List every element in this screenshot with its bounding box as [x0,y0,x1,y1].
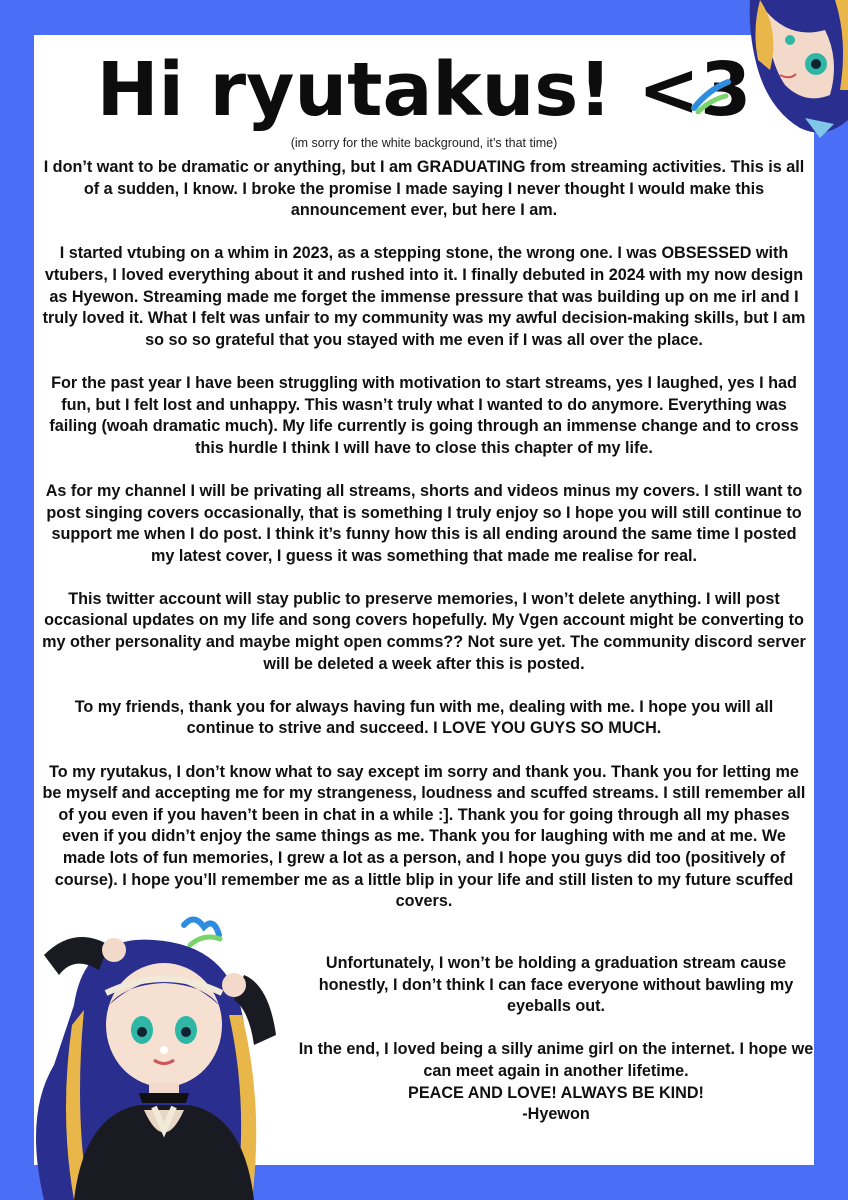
letter-closing [296,953,816,1126]
signature: -Hyewon [522,1105,590,1124]
paragraph-struggle: For the past year I have been struggling with motivation to start streams, yes I laughed, yes I had fun, but I felt lost and unhappy. This wasn’t truly what I wanted to do anymore. Everything was failing (woah dramatic much). My life currently is going through an immense change and to cross this hurdle I think I will have to close this chapter of my life. [49,373,799,457]
sparkle-squiggle-icon [690,78,732,114]
paragraph-friends: To my friends, thank you for always having fun with me, dealing with me. I hope you will all continue to strive and succeed. I LOVE YOU GUYS SO MUCH. [74,697,774,738]
paragraph-accounts: This twitter account will stay public to preserve memories, I won’t delete anything. I will post occasional updates on my life and song covers hopefully. My Vgen account might be converting to my other personality and maybe might open comms?? Not sure yet. The community discord server will be deleted a week after this is posted. [42,589,806,673]
paragraph-no-stream: Unfortunately, I won’t be holding a graduation stream cause honestly, I don’t think I can face everyone without bawling my eyeballs out. [318,954,794,1016]
motto-text: PEACE AND LOVE! ALWAYS BE KIND! [408,1083,704,1102]
paragraph-farewell: In the end, I loved being a silly anime girl on the internet. I hope we can meet again in another lifetime. [298,1040,814,1080]
anime-girl-peeking-icon [730,0,848,140]
letter-body [42,157,806,934]
paragraph-ryutakus: To my ryutakus, I don’t know what to say except im sorry and thank you. Thank you for letting me be myself and accepting me for my strangeness, loudness and scuffed streams. I still remember all of you even if you haven’t been in chat in a while :]. Thank you for going through all my phases even if you didn’t enjoy the same things as me. Thank you for laughing with me and at me. We made lots of fun memories, I grew a lot as a person, and I hope you guys did too (positively of course). I hope you’ll remember me as a little blip in your life and still listen to my future scuffed covers. [42,762,806,911]
page-title: Hi ryutakus! <3 [96,47,752,133]
closing-block [296,1039,816,1125]
page-subtitle: (im sorry for the white background, it’s that time) [290,136,558,150]
paragraph-graduation: I don’t want to be dramatic or anything, but I am GRADUATING from streaming activities. This is all of a sudden, I know. I broke the promise I made saying I never thought I would make this announcement ever, but here I am. [43,158,805,220]
anime-girl-saluting-icon [14,915,314,1200]
paragraph-channel: As for my channel I will be privating all streams, shorts and videos minus my covers. I still want to post singing covers occasionally, that is something I truly enjoy so I hope you will still continue to support me when I do post. I think it’s funny how this is all ending around the same time I posted my latest cover, I guess it was something that made me realise for real. [45,481,803,565]
paragraph-history: I started vtubing on a whim in 2023, as a stepping stone, the wrong one. I was OBSESSED with vtubers, I loved everything about it and rushed into it. I finally debuted in 2024 with my now design as Hyewon. Streaming made me forget the immense pressure that was building up on me irl and I truly loved it. What I felt was unfair to my community was my awful decision-making skills, but I am so so so grateful that you stayed with me even if I was all over the place. [42,244,806,349]
